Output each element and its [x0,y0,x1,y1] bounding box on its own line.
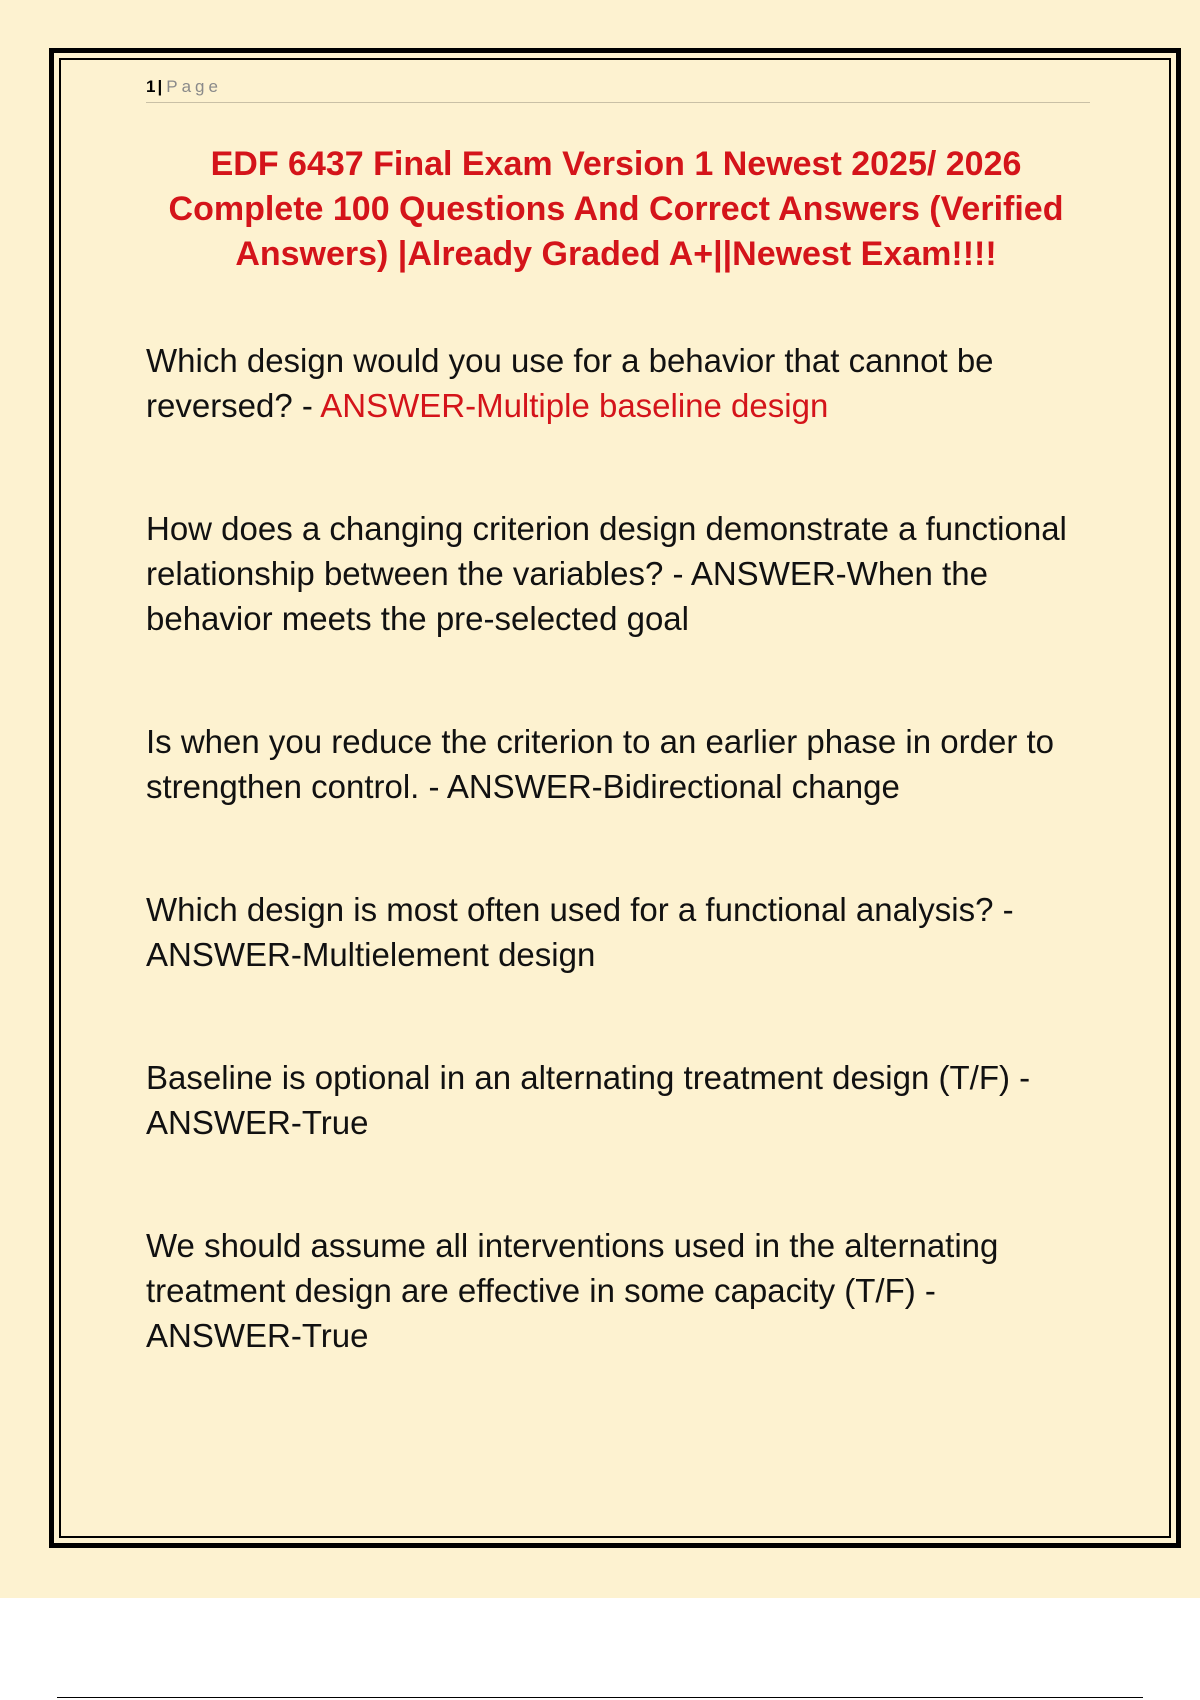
question-text: Which design would you use for a behavior that cannot be reversed? - [146,342,994,424]
answer-text: ANSWER-True [146,1104,369,1141]
qa-item [146,338,1096,428]
page-header-separator: | [157,77,163,96]
answer-text: ANSWER-When the behavior meets the pre-selected goal [146,555,988,637]
qa-item [146,719,1096,809]
question-text: Which design is most often used for a functional analysis? - [146,891,1014,928]
qa-item [146,1055,1096,1145]
qa-item [146,887,1096,977]
question-text: Is when you reduce the criterion to an earlier phase in order to strengthen control. - [146,723,1055,805]
page-header [146,74,1090,103]
answer-text: ANSWER-Multielement design [146,936,596,973]
qa-list [146,338,1096,1358]
qa-item [146,506,1096,641]
question-text: Baseline is optional in an alternating treatment design (T/F) - [146,1059,1031,1096]
page-label: Page [166,77,222,96]
question-text: We should assume all interventions used in the alternating treatment design are effective in some capacity (T/F) - [146,1227,999,1309]
answer-text: ANSWER-Bidirectional change [446,768,900,805]
question-text: How does a changing criterion design demonstrate a functional relationship between the variables? - [146,510,1067,592]
qa-item [146,1223,1096,1358]
footer-rule [57,1697,1143,1698]
answer-text: ANSWER-Multiple baseline design [320,387,829,424]
document-title: EDF 6437 Final Exam Version 1 Newest 2025/ 2026 Complete 100 Questions And Correct Answers (Verified Answers) |Already Graded A+||Newest Exam!!!! [168,145,1064,273]
answer-text: ANSWER-True [146,1317,369,1354]
page-number: 1 [146,77,156,96]
